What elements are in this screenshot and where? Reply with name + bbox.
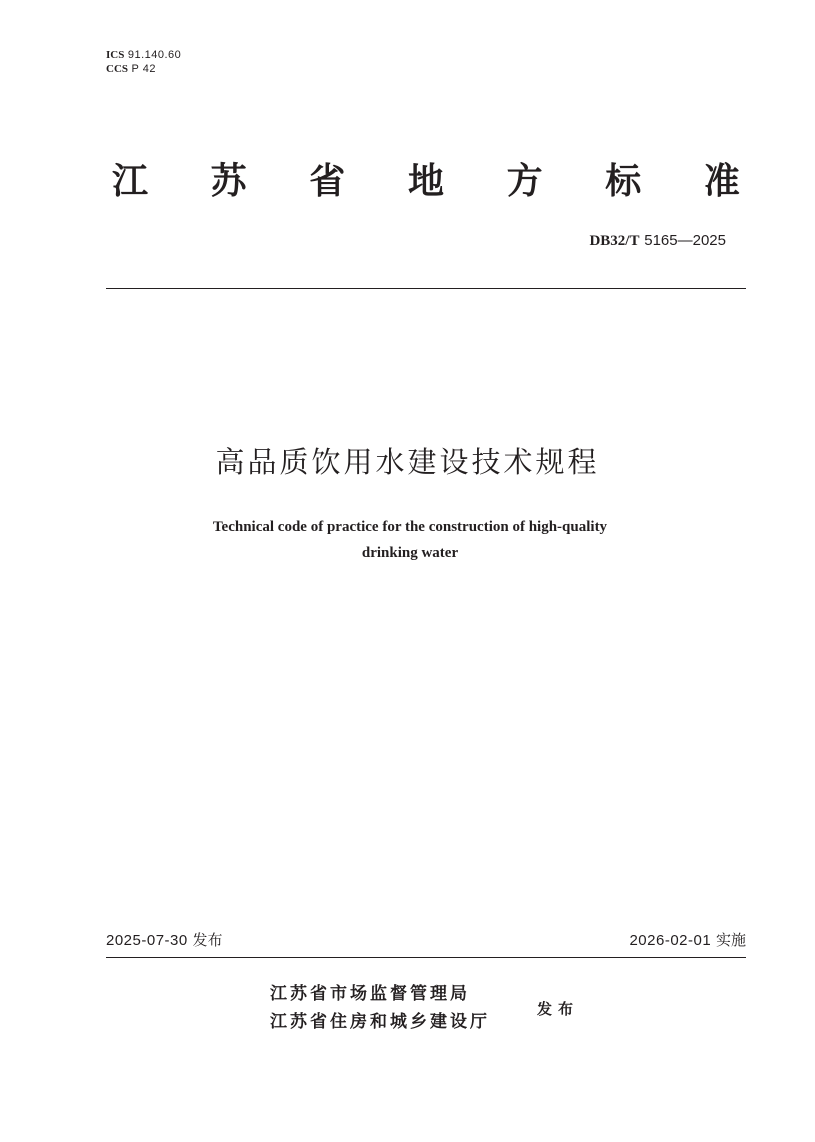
date-row (106, 930, 746, 950)
release-date: 2025-07-30 (106, 932, 188, 949)
ccs-value: P 42 (131, 63, 156, 75)
english-title-line1: Technical code of practice for the construction of high-quality (212, 519, 608, 535)
standard-type-char: 省 (309, 161, 346, 202)
ccs-code (106, 62, 181, 76)
english-title-line2: drinking water (361, 545, 459, 561)
top-divider (106, 288, 746, 289)
release-label: 发布 (192, 931, 223, 949)
standard-type-char: 地 (407, 161, 444, 202)
standard-number-value: 5165—2025 (644, 232, 726, 249)
standard-number-prefix: DB32/T (589, 233, 640, 249)
english-title (150, 514, 670, 566)
implement-date: 2026-02-01 (629, 932, 712, 949)
chinese-title: 高品质饮用水建设技术规程 (215, 445, 600, 479)
bottom-divider (106, 957, 746, 958)
issuer-org-2: 江苏省住房和城乡建设厅 (270, 1012, 490, 1032)
implement-info (629, 930, 746, 951)
standard-type-char: 准 (703, 161, 740, 202)
ics-label: ICS (106, 49, 125, 61)
standard-number (589, 230, 726, 251)
ics-value: 91.140.60 (127, 49, 182, 61)
standard-type-char: 方 (506, 161, 543, 202)
issuing-organizations (270, 980, 490, 1036)
ics-code (106, 48, 181, 62)
classification-codes (106, 48, 181, 76)
release-info (106, 930, 223, 951)
issue-word: 发布 (537, 1000, 580, 1018)
ccs-label: CCS (106, 63, 129, 75)
implement-label: 实施 (715, 931, 746, 949)
standard-type-char: 标 (605, 161, 642, 202)
standard-type-heading (106, 158, 746, 206)
standard-type-char: 苏 (210, 161, 247, 202)
issuer-org-1: 江苏省市场监督管理局 (270, 984, 470, 1004)
standard-type-char: 江 (111, 161, 148, 202)
